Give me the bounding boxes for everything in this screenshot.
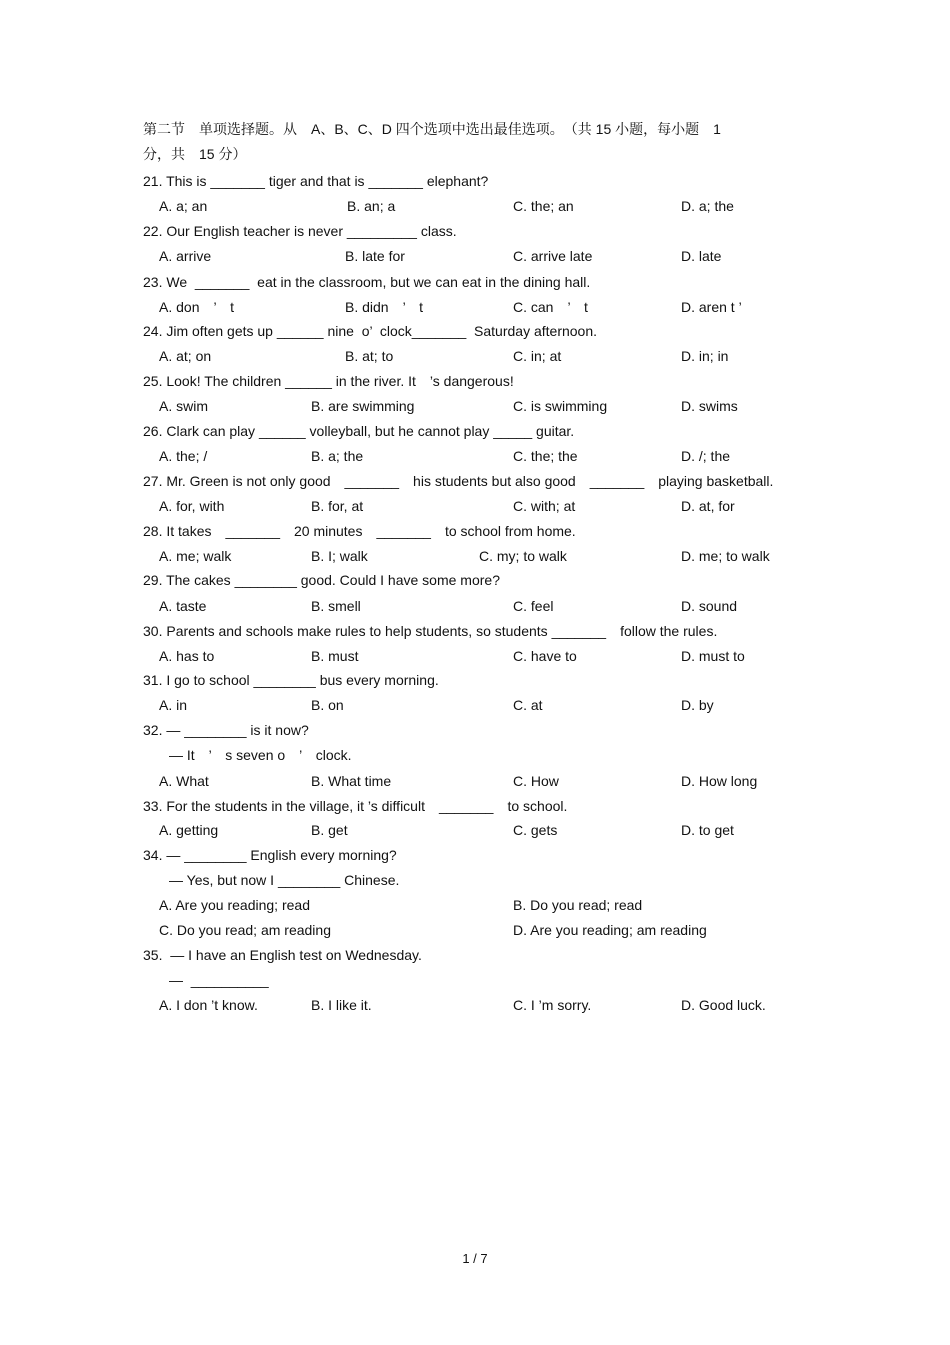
option-a: A. me; walk — [159, 548, 232, 564]
option-d: D. a; the — [681, 198, 734, 214]
option-b: B. I; walk — [311, 548, 368, 564]
option-a: A. has to — [159, 648, 215, 664]
option-a: A. at; on — [159, 348, 212, 364]
option-c: C. with; at — [513, 498, 576, 514]
option-c: C. arrive late — [513, 248, 593, 264]
option-c: C. have to — [513, 648, 577, 664]
question-stem: 24. Jim often gets up ______ nine o’ clock_______ Saturday afternoon. — [143, 323, 598, 339]
option-d: D. How long — [681, 773, 758, 789]
option-c: C. gets — [513, 822, 558, 838]
option-b: B. at; to — [345, 348, 394, 364]
option-b: B. smell — [311, 598, 361, 614]
option-c: C. I ’m sorry. — [513, 997, 592, 1013]
option-a: A. getting — [159, 822, 219, 838]
option-a: A. Are you reading; read — [159, 897, 310, 913]
question-stem: 22. Our English teacher is never _________ class. — [143, 223, 457, 239]
option-b: B. I like it. — [311, 997, 372, 1013]
question-stem: 31. I go to school ________ bus every morning. — [143, 672, 439, 688]
option-a: A. for, with — [159, 498, 225, 514]
question-stem: 30. Parents and schools make rules to help students, so students _______ follow the rules. — [143, 623, 718, 639]
option-b: B. didn ’ t — [345, 299, 424, 315]
option-d: D. me; to walk — [681, 548, 770, 564]
option-a: A. taste — [159, 598, 207, 614]
question-stem: 23. We _______ eat in the classroom, but we can eat in the dining hall. — [143, 274, 591, 290]
option-b: B. a; the — [311, 448, 364, 464]
option-c: C. in; at — [513, 348, 562, 364]
option-d: D. must to — [681, 648, 745, 664]
dialogue-reply: — Yes, but now I ________ Chinese. — [169, 872, 400, 888]
option-d: D. aren t ’ — [681, 299, 742, 315]
dialogue-reply: — __________ — [169, 972, 269, 988]
question-stem: 25. Look! The children ______ in the river. It ’s dangerous! — [143, 373, 514, 389]
option-b: B. get — [311, 822, 348, 838]
option-d: D. late — [681, 248, 722, 264]
section-heading-cont: 分，共 15 分） — [143, 146, 247, 162]
option-c: C. at — [513, 697, 543, 713]
option-d: D. /; the — [681, 448, 731, 464]
dialogue-reply: — It ’ s seven o ’ clock. — [169, 747, 352, 763]
option-d: D. sound — [681, 598, 738, 614]
option-b: B. must — [311, 648, 359, 664]
option-d: D. Are you reading; am reading — [513, 922, 707, 938]
question-stem: 34. — ________ English every morning? — [143, 847, 397, 863]
option-a: A. arrive — [159, 248, 212, 264]
option-b: B. on — [311, 697, 344, 713]
option-b: B. What time — [311, 773, 392, 789]
option-c: C. the; the — [513, 448, 578, 464]
question-stem: 32. — ________ is it now? — [143, 722, 309, 738]
option-a: A. in — [159, 697, 188, 713]
option-d: D. to get — [681, 822, 734, 838]
question-stem: 28. It takes _______ 20 minutes _______ to school from home. — [143, 523, 576, 539]
option-a: A. the; / — [159, 448, 208, 464]
question-stem: 29. The cakes ________ good. Could I have some more? — [143, 572, 500, 588]
option-c: C. can ’ t — [513, 299, 588, 315]
option-b: B. for, at — [311, 498, 364, 514]
option-b: B. Do you read; read — [513, 897, 643, 913]
option-b: B. an; a — [347, 198, 396, 214]
option-a: A. I don ’t know. — [159, 997, 258, 1013]
option-c: C. my; to walk — [479, 548, 567, 564]
question-stem: 27. Mr. Green is not only good _______ his students but also good _______ playing basketball. — [143, 473, 774, 489]
option-d: D. by — [681, 697, 714, 713]
question-stem: 33. For the students in the village, it ’s difficult _______ to school. — [143, 798, 568, 814]
option-a: A. What — [159, 773, 209, 789]
page-number: 1 / 7 — [462, 1251, 488, 1266]
option-d: D. at, for — [681, 498, 735, 514]
option-c: C. feel — [513, 598, 554, 614]
section-heading: 第二节 单项选择题。从 A、B、C、D 四个选项中选出最佳选项。 （共 15 小题，每小题 1 — [143, 121, 721, 137]
question-stem: 35. — I have an English test on Wednesday. — [143, 947, 422, 963]
option-c: C. the; an — [513, 198, 574, 214]
option-d: D. swims — [681, 398, 738, 414]
option-b: B. are swimming — [311, 398, 415, 414]
option-c: C. How — [513, 773, 559, 789]
question-stem: 26. Clark can play ______ volleyball, but he cannot play _____ guitar. — [143, 423, 575, 439]
question-stem: 21. This is _______ tiger and that is _______ elephant? — [143, 173, 489, 189]
option-c: C. Do you read; am reading — [159, 922, 331, 938]
option-b: B. late for — [345, 248, 405, 264]
option-d: D. in; in — [681, 348, 729, 364]
option-a: A. don ’ t — [159, 299, 234, 315]
option-a: A. a; an — [159, 198, 208, 214]
option-a: A. swim — [159, 398, 208, 414]
option-c: C. is swimming — [513, 398, 608, 414]
option-d: D. Good luck. — [681, 997, 766, 1013]
